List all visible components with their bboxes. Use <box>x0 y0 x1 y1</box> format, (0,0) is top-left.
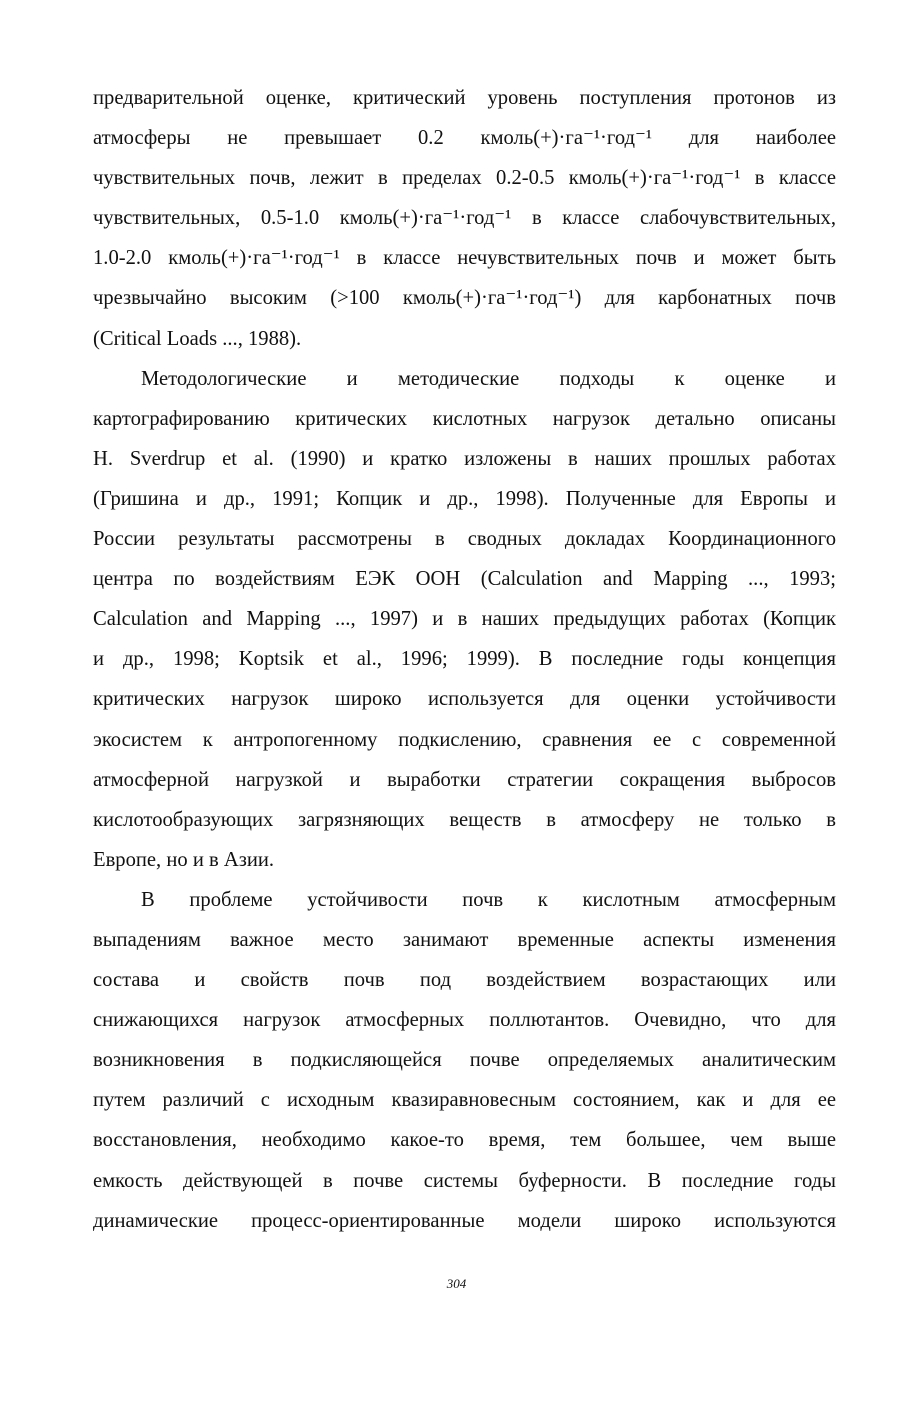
text-line: путем различий с исходным квазиравновесным состоянием, как и для ее <box>93 1089 836 1112</box>
text-line: атмосферы не превышает 0.2 кмоль(+)·га⁻¹·год⁻¹ для наиболее <box>93 127 836 150</box>
text-line: России результаты рассмотрены в сводных докладах Координационного <box>93 528 836 551</box>
text-line: динамические процесс-ориентированные модели широко используются <box>93 1209 836 1232</box>
text-line: кислотообразующих загрязняющих веществ в атмосферу не только в <box>93 808 836 831</box>
text-line: H. Sverdrup et al. (1990) и кратко изложены в наших прошлых работах <box>93 447 836 470</box>
page-body <box>93 78 836 1241</box>
text-line: (Critical Loads ..., 1988). <box>93 327 302 350</box>
text-line: чувствительных почв, лежит в пределах 0.2-0.5 кмоль(+)·га⁻¹·год⁻¹ в классе <box>93 167 836 190</box>
text-line: и др., 1998; Koptsik et al., 1996; 1999). В последние годы концепция <box>93 648 836 671</box>
text-line: выпадениям важное место занимают временные аспекты изменения <box>93 928 836 951</box>
text-line: Европе, но и в Азии. <box>93 848 275 871</box>
text-line: Методологические и методические подходы к оценке и <box>141 367 836 390</box>
text-line: возникновения в подкисляющейся почве определяемых аналитическим <box>93 1049 836 1072</box>
paragraph-2 <box>93 359 836 880</box>
text-line: состава и свойств почв под воздействием возрастающих или <box>93 969 836 992</box>
text-line: чувствительных, 0.5-1.0 кмоль(+)·га⁻¹·год⁻¹ в классе слабочувствительных, <box>93 207 836 230</box>
text-line: В проблеме устойчивости почв к кислотным атмосферным <box>141 888 836 911</box>
text-line: центра по воздействиям ЕЭК ООН (Calculation and Mapping ..., 1993; <box>93 568 836 591</box>
text-line: емкость действующей в почве системы буферности. В последние годы <box>93 1169 836 1192</box>
text-line: восстановления, необходимо какое-то время, тем большее, чем выше <box>93 1129 836 1152</box>
text-line: предварительной оценке, критический уровень поступления протонов из <box>93 87 836 109</box>
text-line: атмосферной нагрузкой и выработки стратегии сокращения выбросов <box>93 768 836 791</box>
paragraph-3 <box>93 880 836 1241</box>
text-line: (Гришина и др., 1991; Копцик и др., 1998). Полученные для Европы и <box>93 487 836 510</box>
text-line: критических нагрузок широко используется для оценки устойчивости <box>93 688 836 711</box>
page-number: 304 <box>446 1276 467 1291</box>
text-line: Calculation and Mapping ..., 1997) и в наших предыдущих работах (Копцик <box>93 608 836 631</box>
text-line: экосистем к антропогенному подкислению, сравнения ее с современной <box>93 728 836 751</box>
text-line: снижающихся нагрузок атмосферных поллютантов. Очевидно, что для <box>93 1009 836 1032</box>
text-line: картографированию критических кислотных нагрузок детально описаны <box>93 407 836 430</box>
text-line: чрезвычайно высоким (>100 кмоль(+)·га⁻¹·год⁻¹) для карбонатных почв <box>93 287 836 310</box>
paragraph-1 <box>93 78 836 359</box>
text-line: 1.0-2.0 кмоль(+)·га⁻¹·год⁻¹ в классе нечувствительных почв и может быть <box>93 247 836 270</box>
